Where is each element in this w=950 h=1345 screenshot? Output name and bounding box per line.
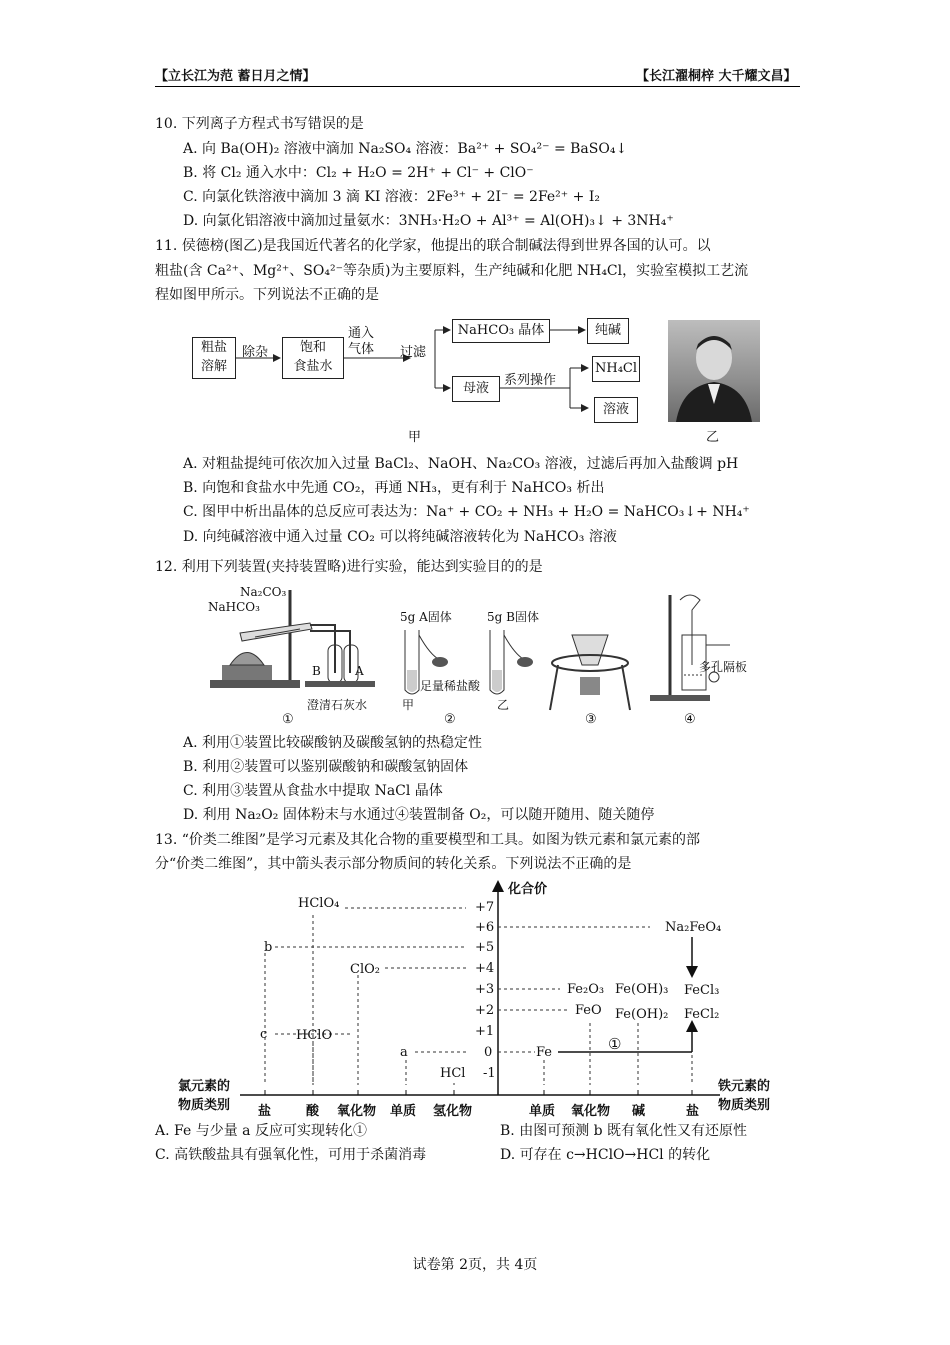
tick-plus4: +4 (475, 961, 495, 976)
tick-plus6: +6 (475, 920, 495, 935)
label-tube-jia: 甲 (402, 698, 415, 712)
label-fe: Fe (536, 1045, 553, 1060)
portrait-photo (668, 320, 760, 422)
header-right: 【长江濯桐梓 大千耀文昌】 (636, 69, 797, 84)
flow-box-crude-salt (192, 337, 236, 379)
label-apparatus-3: ③ (585, 712, 597, 727)
flow-label-jia: 甲 (408, 430, 422, 445)
label-fe2o3: Fe₂O₃ (567, 982, 605, 997)
q11-option-c: C. 图甲中析出晶体的总反应可表达为：Na⁺ + CO₂ + NH₃ + H₂O = NaHCO₃↓+ NH₄⁺ (183, 504, 750, 520)
flow-step-gas-1: 通入 (348, 326, 375, 341)
label-apparatus-2: ② (444, 712, 456, 727)
label-fecl3: FeCl₃ (684, 983, 720, 998)
label-feo: FeO (575, 1003, 602, 1018)
q11-option-a: A. 对粗盐提纯可依次加入过量 BaCl₂、NaOH、Na₂CO₃ 溶液，过滤后再加入盐酸调 pH (183, 456, 739, 472)
flow-box-nahco3: NaHCO₃ 晶体 (452, 319, 550, 343)
fe-x-salt: 盐 (686, 1104, 700, 1119)
fe-x-element: 单质 (529, 1104, 556, 1119)
q12-stem: 12. 利用下列装置(夹持装置略)进行实验，能达到实验目的的是 (155, 559, 543, 575)
label-limewater: 澄清石灰水 (307, 698, 368, 712)
q11-stem-2: 粗盐(含 Ca²⁺、Mg²⁺、SO₄²⁻等杂质)为主要原料，生产纯碱和化肥 NH₄Cl，实验室模拟工艺流 (155, 263, 749, 279)
cl-x-salt: 盐 (258, 1104, 272, 1119)
label-feoh3: Fe(OH)₃ (615, 982, 669, 997)
label-tube-yi: 乙 (497, 698, 510, 712)
label-hclo4: HClO₄ (298, 896, 340, 911)
label-dilute-acid: 足量稀盐酸 (420, 679, 481, 693)
flow-box-mother-liquor: 母液 (452, 376, 500, 402)
q12-option-d: D. 利用 Na₂O₂ 固体粉末与水通过④装置制备 O₂，可以随开随用、随关随停 (183, 807, 655, 823)
tick-plus3: +3 (475, 982, 495, 997)
header-left: 【立长江为范 蓄日月之情】 (155, 69, 316, 84)
cl-category-title-2: 物质类别 (178, 1098, 231, 1113)
label-fecl2: FeCl₂ (684, 1007, 720, 1022)
q10-option-b: B. 将 Cl₂ 通入水中：Cl₂ + H₂O = 2H⁺ + Cl⁻ + ClO⁻ (183, 165, 534, 181)
q13-option-b: B. 由图可预测 b 既有氧化性又有还原性 (500, 1123, 748, 1139)
label-na2co3: Na₂CO₃ (240, 585, 287, 599)
flow-box-soda: 纯碱 (587, 318, 629, 344)
label-b: b (264, 940, 273, 955)
label-porous-plate: 多孔隔板 (699, 660, 748, 674)
cl-x-oxide: 氧化物 (337, 1104, 377, 1119)
cl-x-hydride: 氢化物 (433, 1104, 473, 1119)
label-hclo: HClO (296, 1028, 333, 1043)
flow-box-brine-line1: 饱和 (299, 340, 326, 355)
label-solid-a: 5g A固体 (400, 610, 452, 624)
flow-box-crude-salt-line1: 粗盐 (200, 340, 227, 355)
q12-option-c: C. 利用③装置从食盐水中提取 NaCl 晶体 (183, 783, 443, 799)
flow-box-brine (282, 337, 344, 379)
fe-category-title-2: 物质类别 (718, 1098, 771, 1113)
q11-stem-3: 程如图甲所示。下列说法不正确的是 (155, 287, 379, 303)
q13-stem-1: 13. “价类二维图”是学习元素及其化合物的重要模型和工具。如图为铁元素和氯元素的部 (155, 832, 701, 848)
fe-category-title-1: 铁元素的 (718, 1079, 771, 1094)
tick-zero: 0 (484, 1045, 493, 1060)
q12-option-b: B. 利用②装置可以鉴别碳酸钠和碳酸氢钠固体 (183, 759, 469, 775)
q10-option-a: A. 向 Ba(OH)₂ 溶液中滴加 Na₂SO₄ 溶液：Ba²⁺ + SO₄²⁻ = BaSO₄↓ (183, 141, 628, 157)
yaxis-label: 化合价 (508, 882, 548, 897)
label-tube-a: A (355, 664, 364, 678)
q13-option-a: A. Fe 与少量 a 反应可实现转化① (155, 1123, 367, 1139)
flow-box-solution: 溶液 (594, 397, 638, 423)
flow-step-gas-2: 气体 (348, 342, 375, 357)
apparatus-drawings (200, 585, 760, 730)
label-nahco3: NaHCO₃ (208, 600, 260, 614)
cl-x-element: 单质 (390, 1104, 417, 1119)
label-feoh2: Fe(OH)₂ (615, 1007, 669, 1022)
label-tube-b: B (312, 664, 321, 678)
label-hcl: HCl (440, 1066, 466, 1081)
cl-category-title-1: 氯元素的 (178, 1079, 231, 1094)
label-apparatus-4: ④ (684, 712, 696, 727)
q10-option-d: D. 向氯化铝溶液中滴加过量氨水：3NH₃·H₂O + Al³⁺ = Al(OH)₃↓ + 3NH₄⁺ (183, 213, 674, 229)
fe-x-oxide: 氧化物 (571, 1104, 611, 1119)
flow-label-yi: 乙 (706, 430, 720, 445)
q10-stem: 10. 下列离子方程式书写错误的是 (155, 116, 364, 132)
flow-step-remove-impurities: 除杂 (242, 345, 269, 360)
flow-box-nh4cl: NH₄Cl (592, 356, 640, 382)
q13-option-c: C. 高铁酸盐具有强氧化性，可用于杀菌消毒 (155, 1147, 427, 1163)
tick-plus2: +2 (475, 1003, 495, 1018)
q10-option-c: C. 向氯化铁溶液中滴加 3 滴 KI 溶液：2Fe³⁺ + 2I⁻ = 2Fe²⁺ + I₂ (183, 189, 600, 205)
tick-plus5: +5 (475, 940, 495, 955)
label-clo2: ClO₂ (350, 962, 380, 977)
q11-option-b: B. 向饱和食盐水中先通 CO₂，再通 NH₃，更有利于 NaHCO₃ 析出 (183, 480, 605, 496)
page-footer: 试卷第 2页，共 4页 (412, 1257, 538, 1273)
label-transform-1: ① (608, 1035, 622, 1053)
q12-option-a: A. 利用①装置比较碳酸钠及碳酸氢钠的热稳定性 (183, 735, 483, 751)
flow-step-filter: 过滤 (400, 345, 427, 360)
flow-box-brine-line2: 食盐水 (293, 359, 333, 374)
tick-plus7: +7 (475, 900, 495, 915)
q11-option-d: D. 向纯碱溶液中通入过量 CO₂ 可以将纯碱溶液转化为 NaHCO₃ 溶液 (183, 529, 617, 545)
label-solid-b: 5g B固体 (487, 610, 539, 624)
fe-x-base: 碱 (632, 1104, 646, 1119)
flow-box-crude-salt-line2: 溶解 (200, 359, 227, 374)
tick-plus1: +1 (475, 1024, 495, 1039)
label-apparatus-1: ① (282, 712, 294, 727)
label-na2feo4: Na₂FeO₄ (665, 920, 722, 935)
label-a: a (400, 1045, 408, 1060)
flow-step-series: 系列操作 (504, 373, 557, 388)
q13-option-d: D. 可存在 c→HClO→HCl 的转化 (500, 1147, 711, 1163)
q13-stem-2: 分“价类二维图”，其中箭头表示部分物质间的转化关系。下列说法不正确的是 (155, 856, 632, 872)
q11-stem-1: 11. 侯德榜(图乙)是我国近代著名的化学家，他提出的联合制碱法得到世界各国的认可。以 (155, 238, 711, 254)
label-c: c (260, 1027, 268, 1042)
portrait-figure (668, 320, 760, 422)
header-rule (155, 86, 800, 87)
cl-x-acid: 酸 (306, 1104, 320, 1119)
tick-minus1: -1 (483, 1066, 496, 1081)
